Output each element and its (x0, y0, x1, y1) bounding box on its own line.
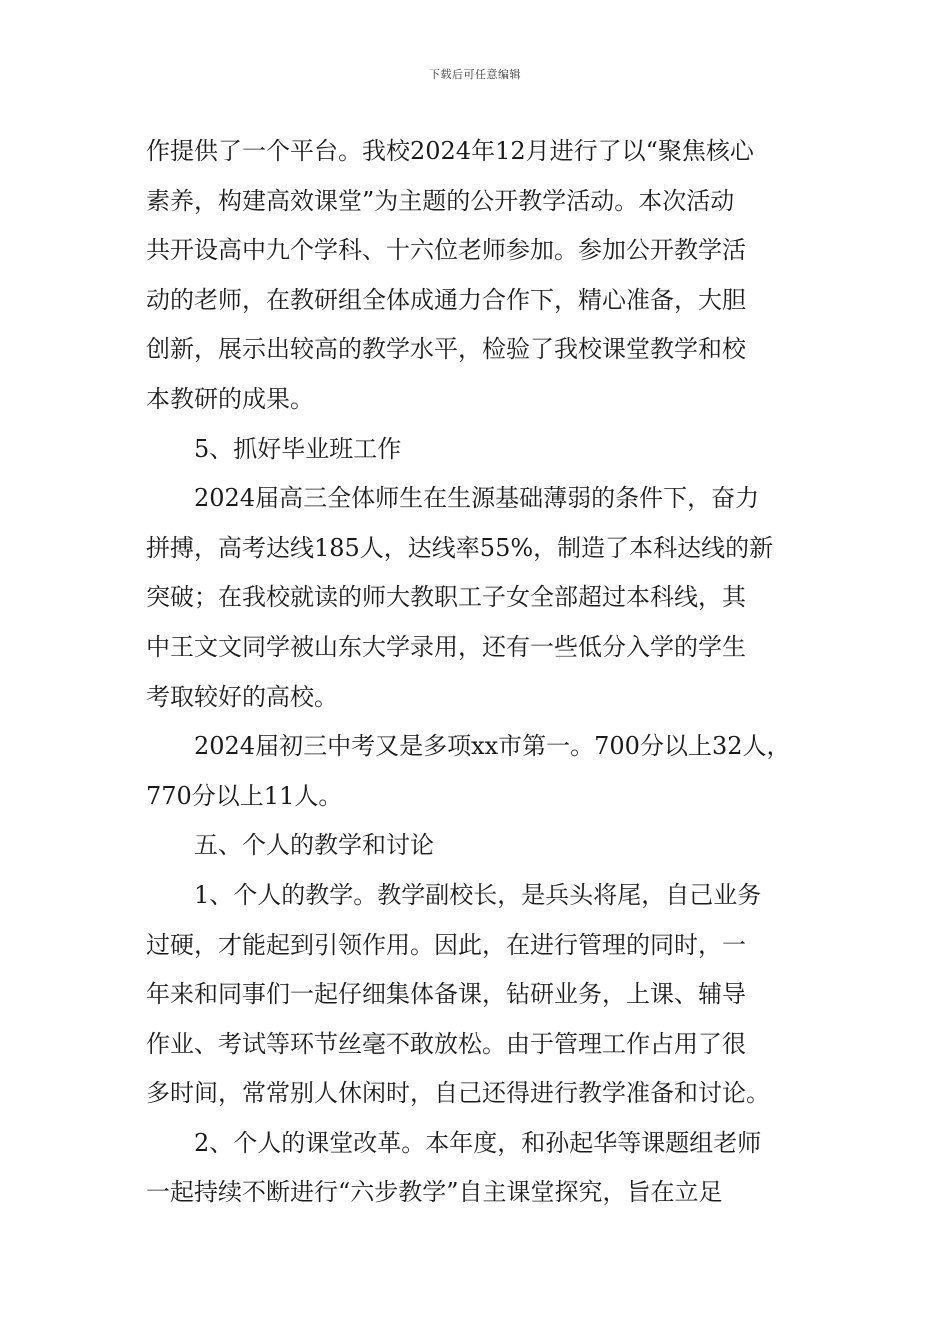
text-line: 作提供了一个平台。我校2024年12月进行了以“聚焦核心 (146, 137, 754, 165)
text-line: 过硬，才能起到引领作用。因此，在进行管理的同时，一 (146, 930, 746, 959)
section-heading: 五、个人的教学和讨论 (194, 831, 434, 860)
text-line: 共开设高中九个学科、十六位老师参加。参加公开教学活 (146, 236, 746, 265)
text-line: 1、个人的教学。教学副校长，是兵头将尾，自己业务 (194, 880, 762, 909)
text-line: 素养，构建高效课堂”为主题的公开教学活动。本次活动 (146, 186, 735, 215)
text-line: 年来和同事们一起仔细集体备课，钻研业务，上课、辅导 (146, 980, 746, 1009)
text-line: 770分以上11人。 (146, 781, 343, 810)
section-heading: 5、抓好毕业班工作 (194, 434, 402, 463)
text-line: 2024届初三中考又是多项xx市第一。700分以上32人， (194, 732, 791, 761)
text-line: 拼搏，高考达线185人，达线率55%，制造了本科达线的新 (146, 533, 774, 562)
text-line: 2024届高三全体师生在生源基础薄弱的条件下，奋力 (194, 484, 760, 513)
text-line: 中王文文同学被山东大学录用，还有一些低分入学的学生 (146, 632, 746, 661)
page-header: 下载后可任意编辑 (429, 68, 521, 81)
document-body (146, 127, 814, 1218)
text-line: 创新，展示出较高的教学水平，检验了我校课堂教学和校 (146, 335, 746, 364)
text-line: 突破；在我校就读的师大教职工子女全部超过本科线，其 (146, 583, 746, 612)
text-line: 考取较好的高校。 (146, 682, 338, 711)
text-line: 作业、考试等环节丝毫不敢放松。由于管理工作占用了很 (146, 1029, 746, 1058)
text-line: 2、个人的课堂改革。本年度，和孙起华等课题组老师 (194, 1128, 762, 1157)
text-line: 一起持续不断进行“六步教学”自主课堂探究，旨在立足 (146, 1178, 723, 1207)
text-line: 动的老师，在教研组全体成通力合作下，精心准备，大胆 (146, 285, 746, 314)
text-line: 多时间，常常别人休闲时，自己还得进行教学准备和讨论。 (146, 1079, 770, 1108)
text-line: 本教研的成果。 (146, 384, 314, 413)
